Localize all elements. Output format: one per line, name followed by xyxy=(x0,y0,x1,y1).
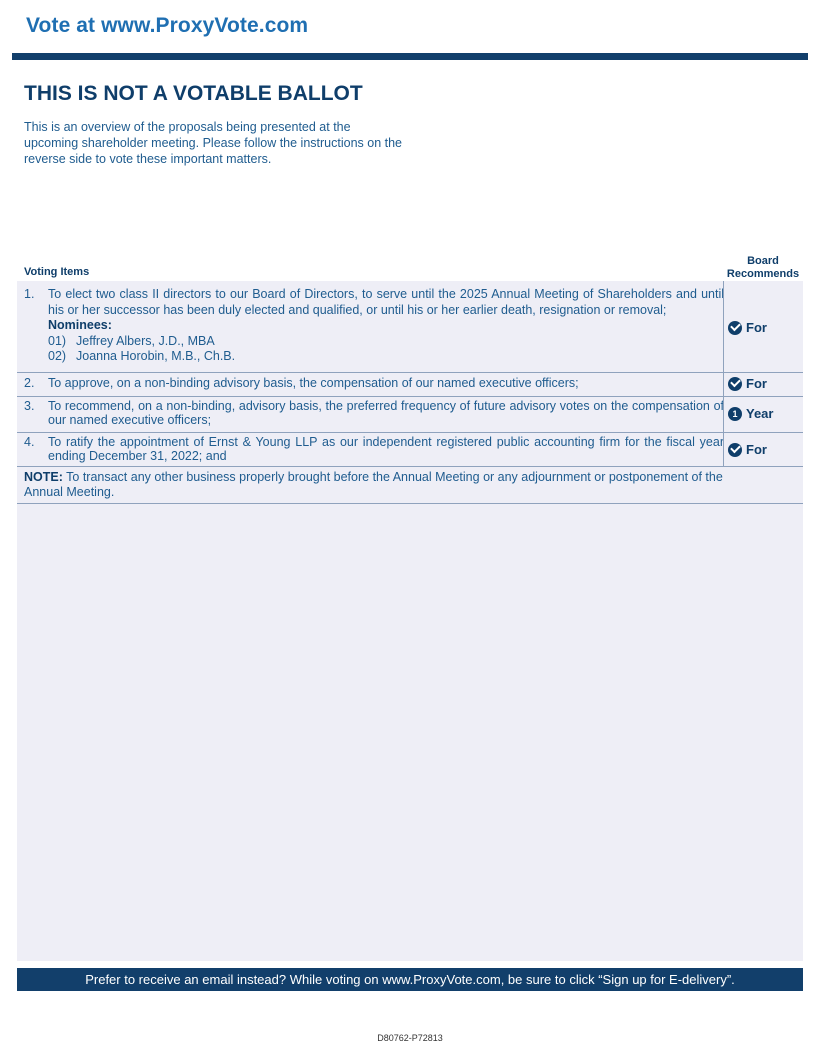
item-number: 2. xyxy=(24,376,35,390)
board-recommendation-cell xyxy=(723,373,803,396)
nominee-item xyxy=(48,334,724,350)
nominee-item xyxy=(48,349,724,365)
item-text: To ratify the appointment of Ernst & Young LLP as our independent registered public accounting firm for the fiscal year ending December 31, 2022; and xyxy=(48,435,724,463)
recommendation-value: For xyxy=(746,376,767,391)
voting-item-row-3 xyxy=(17,397,803,433)
board-recommendation-cell xyxy=(723,397,803,432)
nominee-number: 02) xyxy=(48,349,67,363)
document-code: D80762-P72813 xyxy=(377,1033,443,1043)
recommendation-value: For xyxy=(746,320,767,335)
note-text: To transact any other business properly brought before the Annual Meeting or any adjournment or postponement of the Annual Meeting. xyxy=(24,470,723,499)
note-label: NOTE: xyxy=(24,470,63,484)
number-one-circle-icon: 1 xyxy=(728,407,742,421)
nominees-label: Nominees: xyxy=(48,318,112,332)
recommendation-value: For xyxy=(746,442,767,457)
voting-item-row-2 xyxy=(17,373,803,397)
column-header-voting-items: Voting Items xyxy=(24,266,90,278)
check-circle-icon xyxy=(728,443,742,457)
column-header-line1: Board xyxy=(747,255,779,267)
item-text: To recommend, on a non-binding, advisory basis, the preferred frequency of future advisory votes on the compensation of our named executive officers; xyxy=(48,399,724,427)
header-title: Vote at www.ProxyVote.com xyxy=(26,14,309,37)
intro-text: This is an overview of the proposals being presented at the upcoming shareholder meeting. Please follow the instructions on the reverse side to vote these important matters. xyxy=(24,120,402,166)
item-text: To approve, on a non-binding advisory basis, the compensation of our named executive officers; xyxy=(48,376,579,390)
board-recommendation-cell xyxy=(723,281,803,372)
voting-item-row-1 xyxy=(17,281,803,373)
check-circle-icon xyxy=(728,377,742,391)
page-title: THIS IS NOT A VOTABLE BALLOT xyxy=(24,82,363,105)
nominee-number: 01) xyxy=(48,333,67,348)
column-header-board-recommends xyxy=(722,255,804,280)
item-number: 4. xyxy=(24,435,35,449)
item-number: 3. xyxy=(24,399,35,413)
nominee-name: Joanna Horobin, M.B., Ch.B. xyxy=(76,349,236,363)
edelivery-banner: Prefer to receive an email instead? While voting on www.ProxyVote.com, be sure to click “Sign up for E-delivery”. xyxy=(17,968,803,991)
header-rule xyxy=(12,53,808,60)
column-header-line2: Recommends xyxy=(726,267,800,280)
item-number: 1. xyxy=(24,287,35,301)
nominee-name: Jeffrey Albers, J.D., MBA xyxy=(76,333,215,348)
item-text: To elect two class II directors to our Board of Directors, to serve until the 2025 Annual Meeting of Shareholders and until his or her successor has been duly elected and qualified, or until his or her earlier death, resignation or removal; xyxy=(48,287,724,317)
check-circle-icon xyxy=(728,321,742,335)
note-row xyxy=(17,467,803,504)
recommendation-value: Year xyxy=(746,406,774,421)
voting-item-row-4 xyxy=(17,433,803,467)
board-recommendation-cell xyxy=(723,433,803,466)
